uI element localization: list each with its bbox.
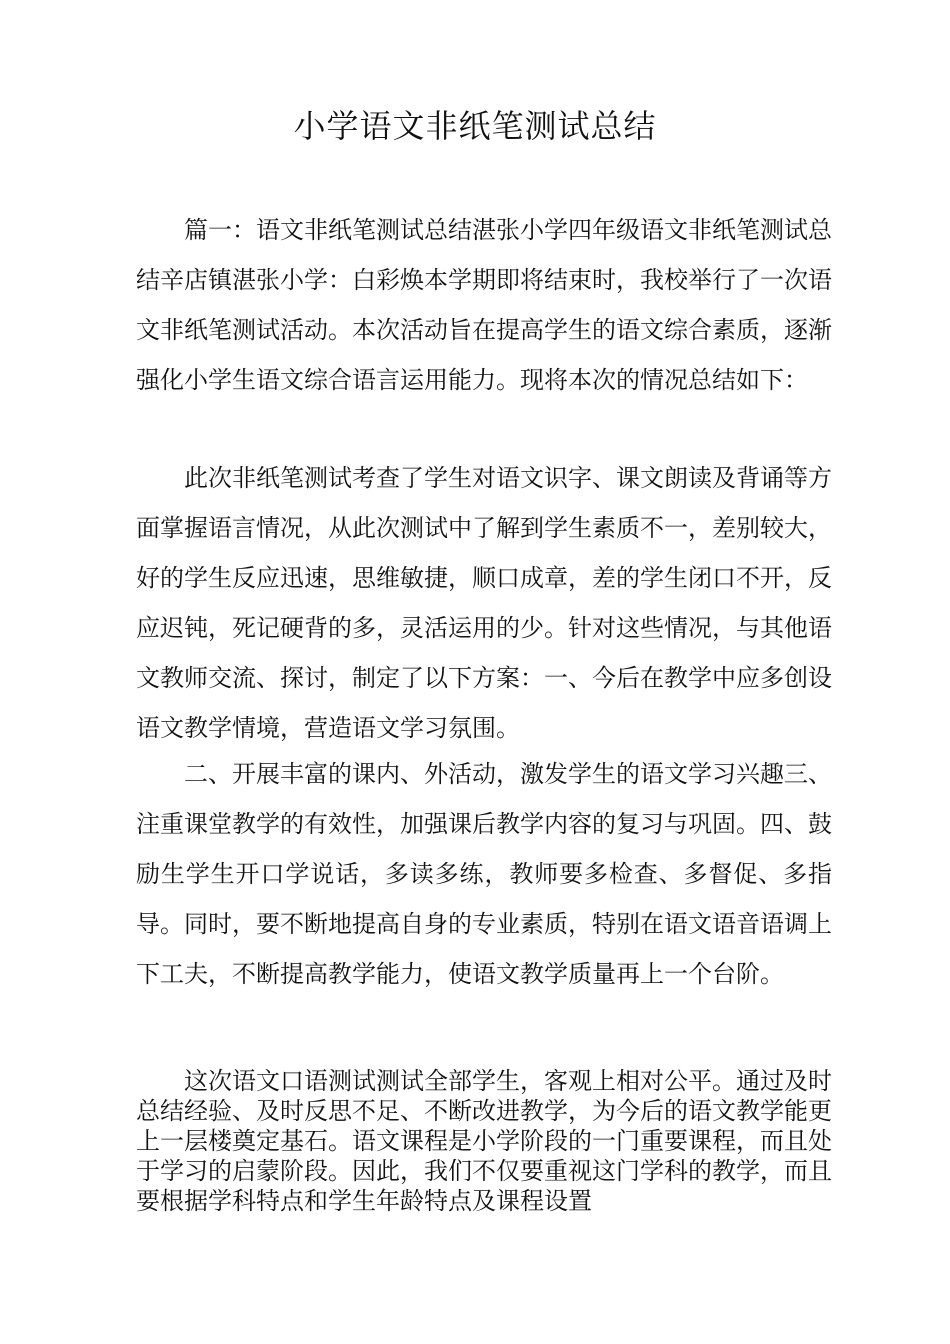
paragraph-measures: 二、开展丰富的课内、外活动，激发学生的语文学习兴趣三、注重课堂教学的有效性，加强课后教学内容的复习与巩固。四、鼓励生学生开口学说话，多读多练，教师要多检查、多督促、多指导。同时，要不断地提高自身的专业素质，特别在语文语音语调上下工夫，不断提高教学能力，使语文教学质量再上一个台阶。 (136, 760, 832, 988)
document-title: 小学语文非纸笔测试总结 (293, 107, 657, 145)
paragraph-reflection: 这次语文口语测试测试全部学生，客观上相对公平。通过及时总结经验、及时反思不足、不断改进教学，为今后的语文教学能更上一层楼奠定基石。语文课程是小学阶段的一门重要课程，而且处于学习的启蒙阶段。因此，我们不仅要重视这门学科的教学，而且要根据学科特点和学生年龄特点及课程设置 (136, 1067, 832, 1215)
paragraph-findings: 此次非纸笔测试考查了学生对语文识字、课文朗读及背诵等方面掌握语言情况，从此次测试中了解到学生素质不一，差别较大，好的学生反应迅速，思维敏捷，顺口成章，差的学生闭口不开，反应迟钝，死记硬背的多，灵活运用的少。针对这些情况，与其他语文教师交流、探讨，制定了以下方案：一、今后在教学中应多创设语文教学情境，营造语文学习氛围。 (136, 464, 832, 742)
paragraph-intro: 篇一：语文非纸笔测试总结湛张小学四年级语文非纸笔测试总结辛店镇湛张小学：白彩焕本学期即将结束时，我校举行了一次语文非纸笔测试活动。本次活动旨在提高学生的语文综合素质，逐渐强化小学生语文综合语言运用能力。现将本次的情况总结如下： (136, 216, 832, 394)
